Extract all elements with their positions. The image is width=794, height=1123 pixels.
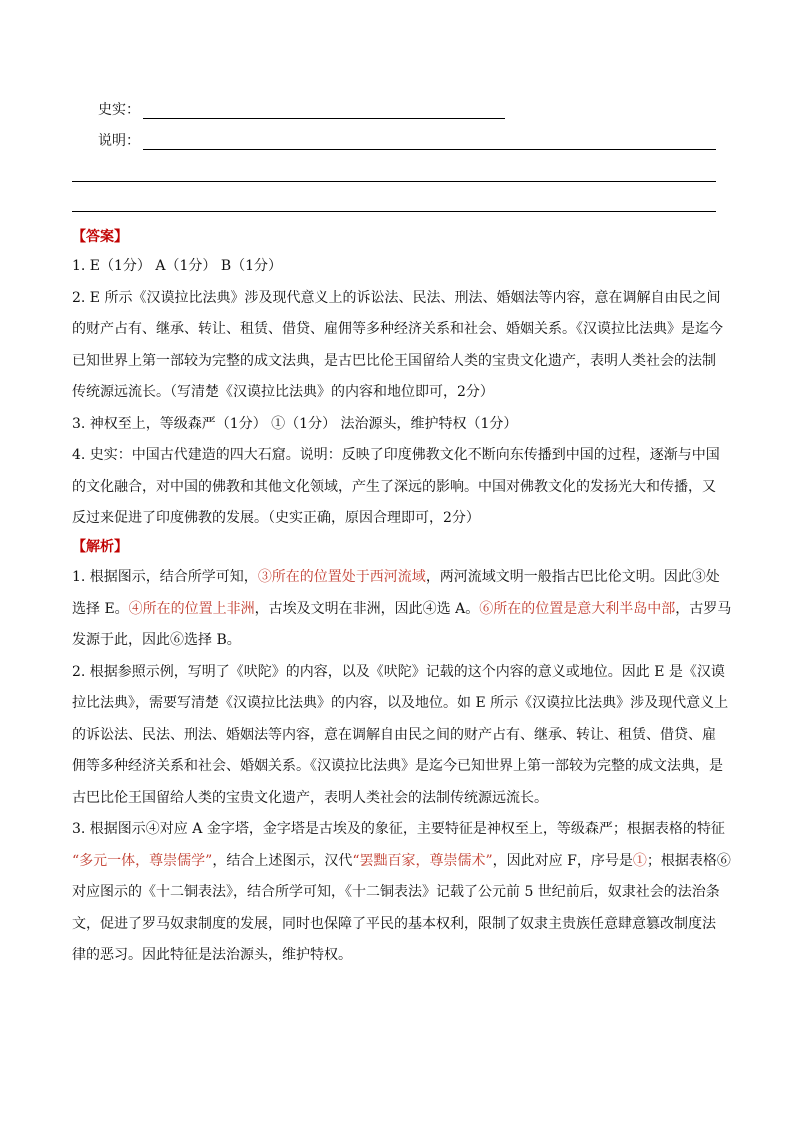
text-run: ，古罗马: [675, 600, 732, 617]
text-run: ，结合上述图示，汉代: [212, 852, 353, 869]
text-run: ，古埃及文明在非洲，因此④选 A。: [254, 600, 480, 617]
explanation-answer-line-3[interactable]: [72, 211, 716, 212]
analysis-p2-line: 佣等多种经济关系和社会、婚姻关系。《汉谟拉比法典》是迄今已知世界上第一部较为完整的成文法典，是: [72, 758, 723, 774]
analysis-p1-line1: [72, 562, 724, 594]
explanation-answer-line-2[interactable]: [72, 181, 716, 182]
text-run: ，两河流域文明一般指古巴比伦文明。因此③处: [425, 569, 720, 585]
highlight-text: ⑥所在的位置是意大利半岛中部: [479, 600, 676, 617]
text-run: 选择 E。: [72, 600, 129, 617]
answer-q4-line: 4. 史实：中国古代建造的四大石窟。说明：反映了印度佛教文化不断向东传播到中国的过程，逐渐与中国: [72, 447, 720, 463]
analysis-p3-line3: 对应图示的《十二铜表法》，结合所学可知，《十二铜表法》记载了公元前 5 世纪前后，奴隶社会的法治条: [72, 884, 720, 900]
highlight-text: ④所在的位置上非洲: [128, 600, 255, 617]
highlight-text: ①: [632, 852, 647, 869]
answer-q2-line: 的财产占有、继承、转让、租赁、借贷、雇佣等多种经济关系和社会、婚姻关系。《汉谟拉比法典》是迄今: [72, 321, 723, 337]
analysis-p3-line5: 律的恶习。因此特征是法治源头，维护特权。: [72, 947, 352, 963]
analysis-body: [72, 562, 732, 972]
analysis-p2-line: 拉比法典》，需要写清楚《汉谟拉比法典》的内容，以及地位。如 E 所示《汉谟拉比法典》涉及现代意义上: [72, 695, 729, 711]
text-run: ，因此对应 F，序号是: [492, 852, 633, 869]
history-answer-line[interactable]: [143, 118, 505, 119]
answer-body: [72, 251, 724, 535]
text-run: ；根据表格⑥: [646, 852, 731, 869]
answer-heading: 【答案】: [72, 229, 128, 245]
analysis-p2-line: 的诉讼法、民法、刑法、婚姻法等内容，意在调解自由民之间的财产占有、继承、转让、租赁、借贷、雇: [72, 726, 716, 743]
answer-q4-line: 反过来促进了印度佛教的发展。（史实正确，原因合理即可，2分）: [72, 510, 480, 526]
analysis-p1-line2: [72, 594, 732, 626]
analysis-p2-line: 古巴比伦王国留给人类的宝贵文化遗产，表明人类社会的法制传统源远流长。: [72, 789, 548, 806]
text-run: 1. 根据图示，结合所学可知，: [72, 569, 258, 585]
analysis-p1-line3: 发源于此，因此⑥选择 B。: [72, 632, 241, 648]
highlight-text: ③所在的位置处于西河流域: [257, 569, 426, 585]
answer-q1: 1. E（1分） A（1分） B（1分）: [72, 258, 283, 274]
analysis-p3-line1: 3. 根据图示④对应 A 金字塔，金字塔是古埃及的象征，主要特征是神权至上，等级森严；根据表格的特征: [72, 821, 725, 837]
highlight-text: “罢黜百家，尊崇儒术”: [352, 852, 493, 869]
analysis-heading: 【解析】: [72, 539, 128, 555]
answer-q2-line: 2. E 所示《汉谟拉比法典》涉及现代意义上的诉讼法、民法、刑法、婚姻法等内容，意在调解自由民之间: [72, 289, 721, 306]
answer-q2-line: 传统源远流长。（写清楚《汉谟拉比法典》的内容和地位即可，2分）: [72, 384, 494, 400]
answer-q2-line: 已知世界上第一部较为完整的成文法典，是古巴比伦王国留给人类的宝贵文化遗产，表明人类社会的法制: [72, 352, 716, 369]
answer-q3: 3. 神权至上，等级森严（1分） ①（1分） 法治源头，维护特权（1分）: [72, 415, 518, 432]
highlight-text: “多元一体，尊崇儒学”: [72, 852, 213, 869]
explanation-answer-line-1[interactable]: [143, 149, 716, 150]
analysis-p3-line4: 文，促进了罗马奴隶制度的发展，同时也保障了平民的基本权利，限制了奴隶主贵族任意肆意篡改制度法: [72, 915, 716, 932]
history-label: 史实：: [98, 102, 140, 118]
analysis-p2-line: 2. 根据参照示例，写明了《吠陀》的内容，以及《吠陀》记载的这个内容的意义或地位。因此 E 是《汉谟: [72, 663, 725, 680]
answer-q4-line: 的文化融合，对中国的佛教和其他文化领域，产生了深远的影响。中国对佛教文化的发扬光大和传播，又: [72, 478, 716, 495]
explanation-label: 说明：: [98, 133, 140, 149]
analysis-p3-line2: [72, 846, 731, 878]
